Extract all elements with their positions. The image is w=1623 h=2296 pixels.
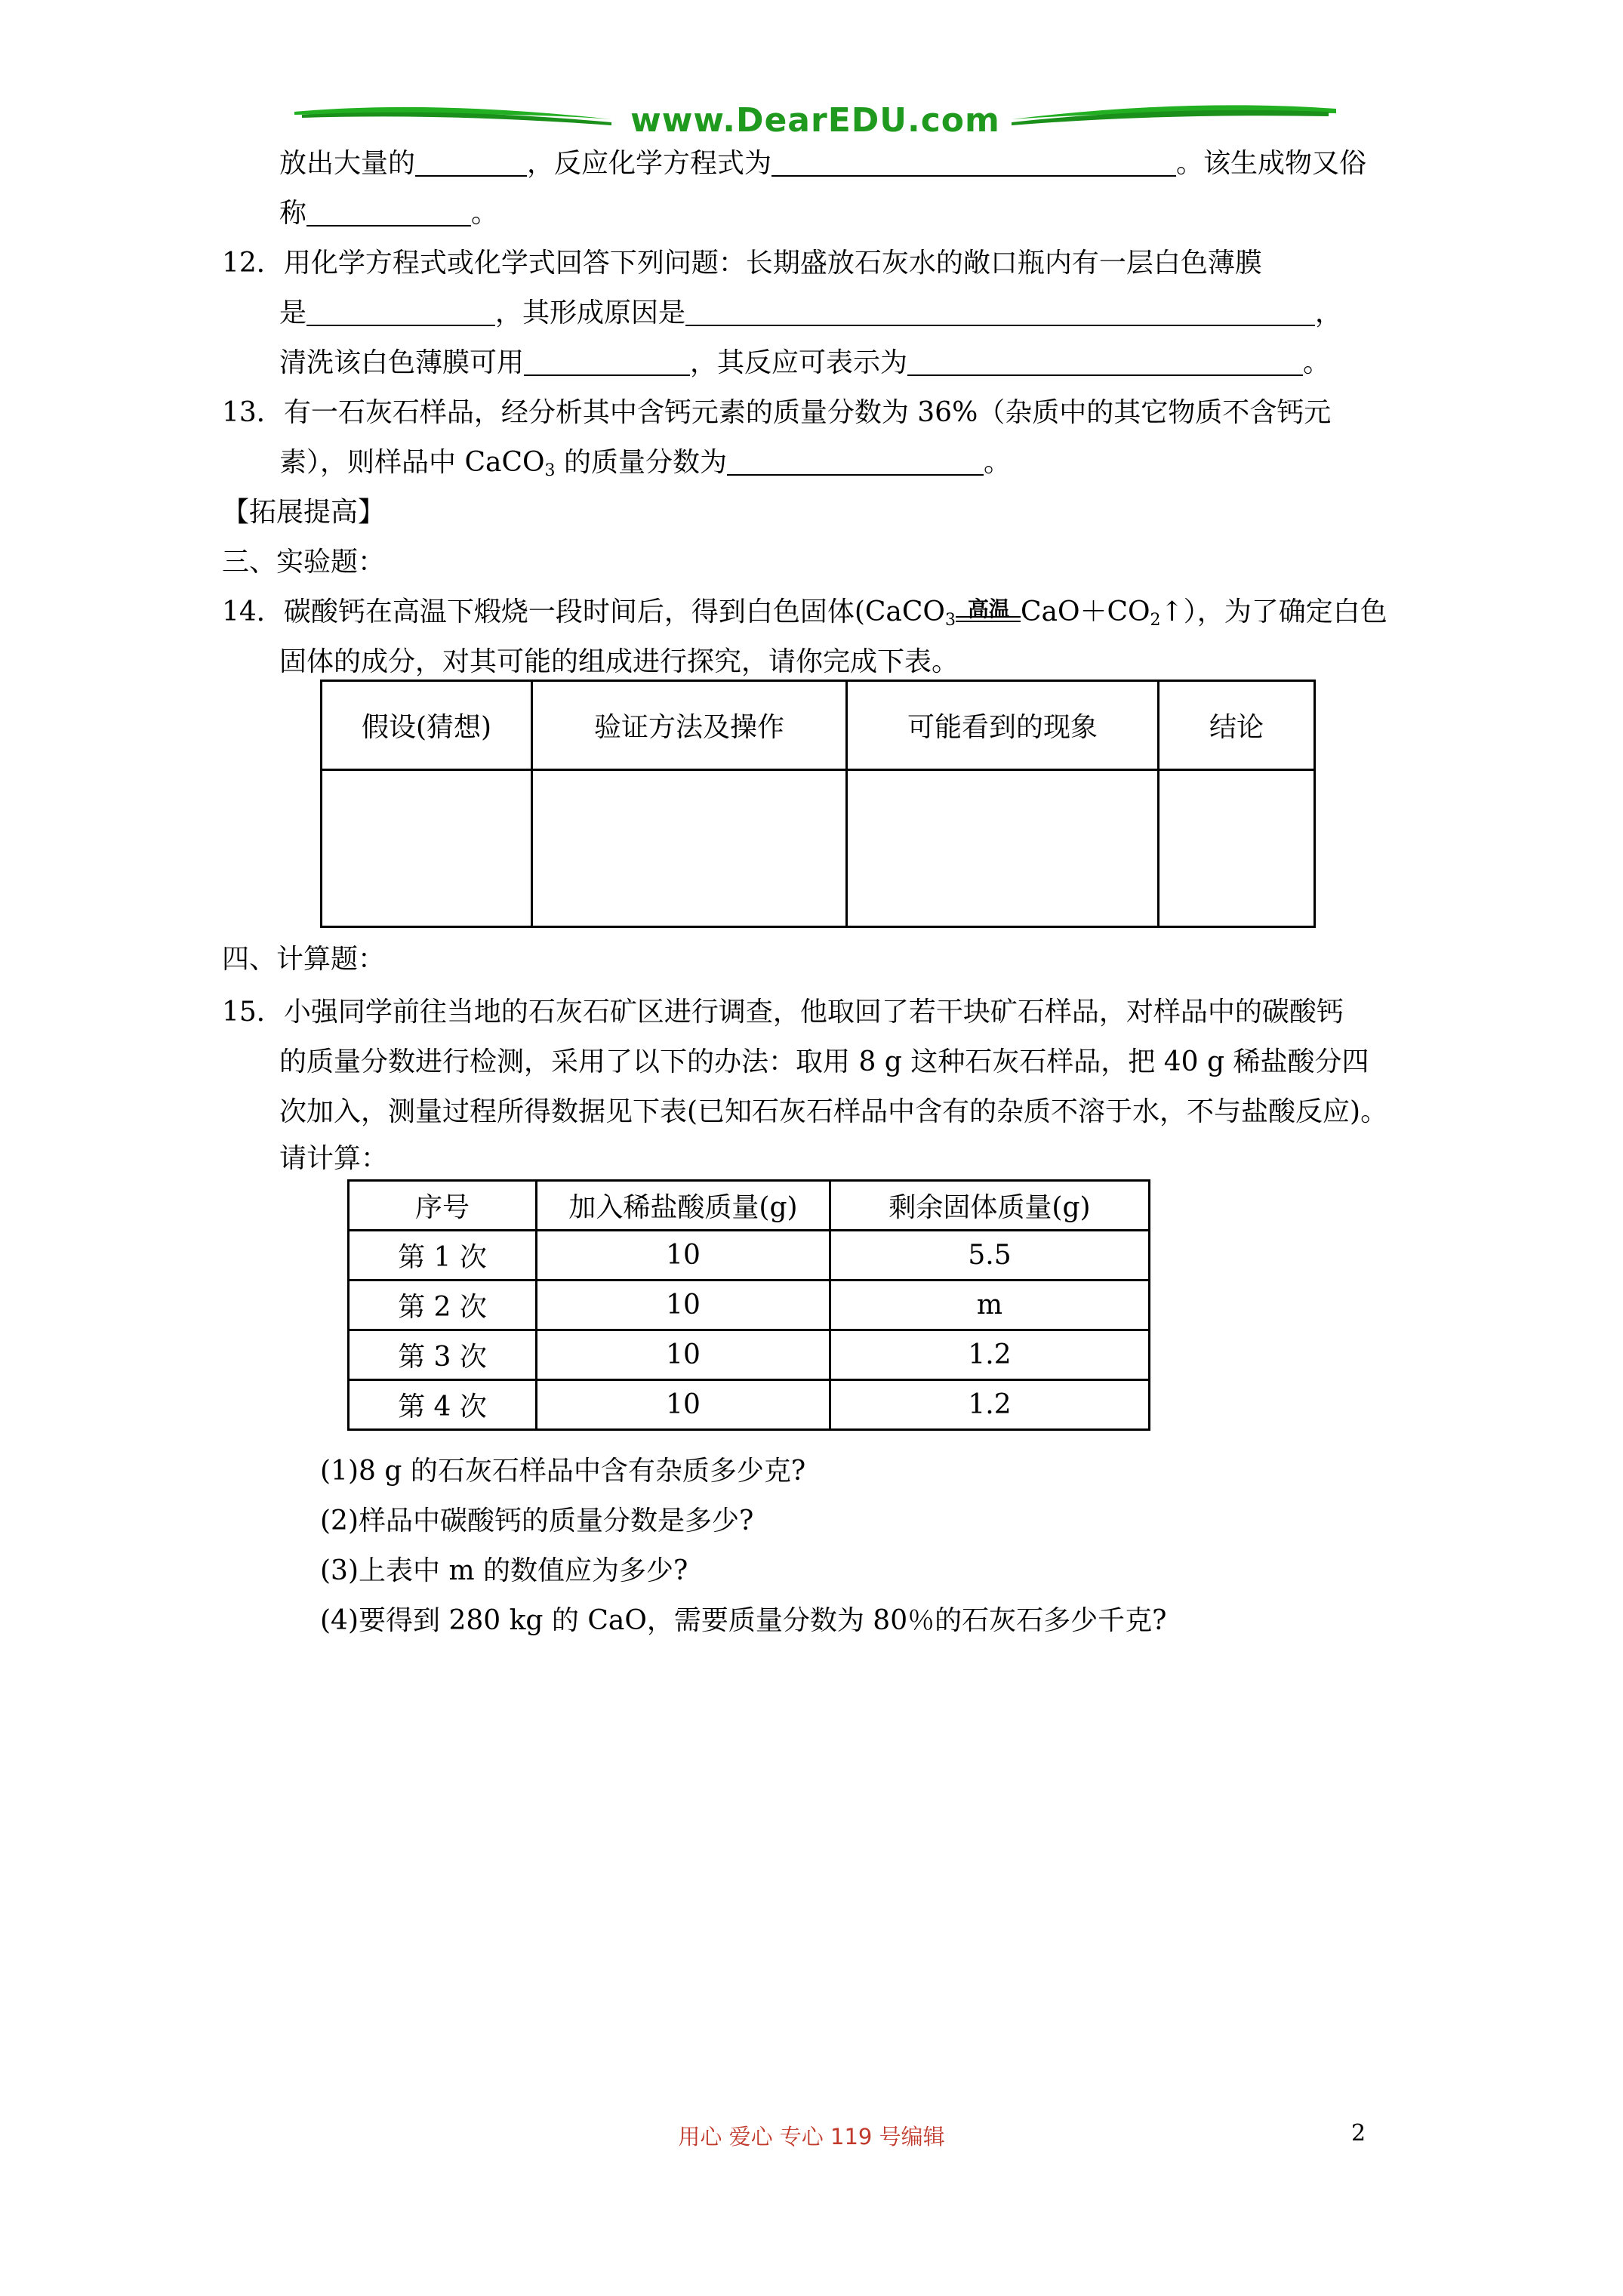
q14-table: [320, 680, 1316, 928]
text: 是: [279, 297, 307, 328]
table-header-row: [322, 681, 1315, 770]
table-cell: 第 4 次: [349, 1380, 537, 1430]
text: ↑），为了确定白色: [1160, 596, 1387, 627]
q15-line4: 请计算：: [279, 1143, 389, 1174]
table-header-cell: 可能看到的现象: [847, 681, 1159, 770]
section-extend: 【拓展提高】: [222, 497, 386, 528]
answer-cell[interactable]: [1159, 770, 1315, 927]
table-cell: 10: [537, 1330, 830, 1380]
answer-cell[interactable]: [847, 770, 1159, 927]
table-header-row: [349, 1181, 1150, 1231]
text: 用化学方程式或化学式回答下列问题：长期盛放石灰水的敞口瓶内有一层白色薄膜: [283, 248, 1262, 279]
text: 。: [471, 198, 499, 229]
q15-line2: 的质量分数进行检测，采用了以下的办法：取用 8 g 这种石灰石样品，把 40 g 稀盐酸分四: [279, 1046, 1369, 1077]
text: ，: [1315, 297, 1343, 328]
table-header-cell: 加入稀盐酸质量(g): [537, 1181, 830, 1231]
q14-line1: [222, 593, 1387, 631]
subscript: 3: [944, 611, 956, 630]
footer-text: 用心 爱心 专心 119 号编辑: [678, 2124, 945, 2150]
table-cell: 10: [537, 1380, 830, 1430]
table-header-cell: 序号: [349, 1181, 537, 1231]
q13-line2: [279, 444, 1011, 482]
q15-line1: [222, 994, 1344, 1031]
text: ，反应化学方程式为: [527, 148, 772, 179]
table-header-cell: 验证方法及操作: [532, 681, 847, 770]
question-number: 15．: [222, 997, 284, 1028]
q12-line1: [222, 245, 1262, 282]
table-header-cell: 假设(猜想): [322, 681, 532, 770]
text: 的质量分数为: [555, 447, 727, 478]
answer-blank[interactable]: [907, 347, 1303, 376]
q15-subquestion-3: (3)上表中 m 的数值应为多少?: [320, 1555, 688, 1586]
answer-blank[interactable]: [415, 148, 527, 177]
q13-line1: [222, 394, 1331, 432]
q14-line2: 固体的成分，对其可能的组成进行探究，请你完成下表。: [279, 646, 959, 677]
site-name: www.DearEDU.com: [630, 101, 1000, 140]
q15-subquestion-1: (1)8 g 的石灰石样品中含有杂质多少克?: [320, 1456, 806, 1487]
page-number: 2: [1351, 2120, 1366, 2147]
answer-blank[interactable]: [524, 347, 690, 376]
text: 。: [983, 447, 1011, 478]
table-row: [349, 1380, 1150, 1430]
q11-line1: [279, 145, 1366, 183]
q12-line2: [279, 294, 1342, 332]
table-cell: 10: [537, 1281, 830, 1330]
table-cell: 第 1 次: [349, 1231, 537, 1281]
question-number: 14．: [222, 596, 284, 627]
table-cell: m: [830, 1281, 1150, 1330]
table-cell: 第 2 次: [349, 1281, 537, 1330]
q11-line2: [279, 195, 498, 233]
text: 碳酸钙在高温下煅烧一段时间后，得到白色固体(CaCO: [283, 596, 945, 627]
q12-line3: [279, 344, 1330, 382]
text: 素），则样品中 CaCO: [279, 447, 545, 478]
subscript: 3: [544, 461, 556, 480]
text: 有一石灰石样品，经分析其中含钙元素的质量分数为 36%（杂质中的其它物质不含钙元: [283, 397, 1332, 428]
table-header-cell: 剩余固体质量(g): [830, 1181, 1150, 1231]
question-number: 12．: [222, 248, 284, 279]
table-row: [349, 1231, 1150, 1281]
q15-line3: 次加入，测量过程所得数据见下表(已知石灰石样品中含有的杂质不溶于水，不与盐酸反应)。: [279, 1096, 1388, 1127]
text: ，其形成原因是: [495, 297, 686, 328]
question-number: 13．: [222, 397, 284, 428]
text: CaO＋CO: [1020, 596, 1150, 627]
answer-cell[interactable]: [532, 770, 847, 927]
answer-blank[interactable]: [685, 297, 1315, 326]
table-row: [349, 1330, 1150, 1380]
answer-blank[interactable]: [306, 297, 495, 326]
table-cell: 1.2: [830, 1380, 1150, 1430]
q15-data-table: [347, 1179, 1150, 1431]
text: ，其反应可表示为: [690, 347, 908, 378]
text: 称: [279, 198, 307, 229]
table-row: [349, 1281, 1150, 1330]
table-cell: 第 3 次: [349, 1330, 537, 1380]
text: 。该生成物又俗: [1176, 148, 1367, 179]
section-heading-4: 四、计算题：: [222, 944, 386, 975]
subscript: 2: [1150, 611, 1161, 630]
answer-cell[interactable]: [322, 770, 532, 927]
table-cell: 5.5: [830, 1231, 1150, 1281]
text: 小强同学前往当地的石灰石矿区进行调查，他取回了若干块矿石样品，对样品中的碳酸钙: [283, 997, 1344, 1028]
table-header-cell: 结论: [1159, 681, 1315, 770]
site-banner: [294, 97, 1336, 149]
q15-subquestion-2: (2)样品中碳酸钙的质量分数是多少?: [320, 1505, 754, 1536]
section-heading-3: 三、实验题：: [222, 547, 386, 578]
table-cell: 1.2: [830, 1330, 1150, 1380]
answer-blank[interactable]: [727, 447, 984, 476]
table-cell: 10: [537, 1231, 830, 1281]
answer-blank[interactable]: [306, 198, 471, 227]
text: 。: [1303, 347, 1331, 378]
answer-blank[interactable]: [771, 148, 1176, 177]
table-row: [322, 770, 1315, 927]
text: 放出大量的: [279, 148, 416, 179]
q15-subquestion-4: (4)要得到 280 kg 的 CaO，需要质量分数为 80％的石灰石多少千克?: [320, 1605, 1167, 1636]
reaction-condition-arrow: [956, 593, 1021, 631]
text: 清洗该白色薄膜可用: [279, 347, 525, 378]
condition-label: 高温: [967, 596, 1010, 621]
